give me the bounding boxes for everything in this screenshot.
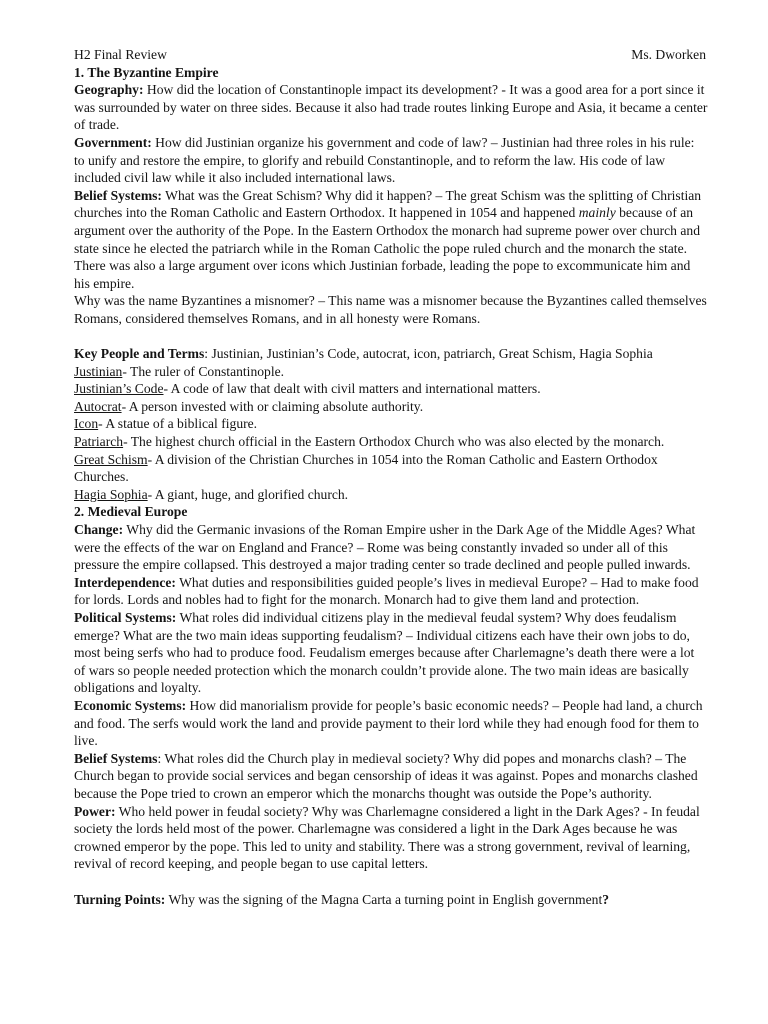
term-justinians-code: Justinian’s Code- A code of law that dealt with civil matters and international matters. bbox=[74, 381, 541, 397]
label-government: Government: bbox=[74, 134, 152, 150]
label-political-systems: Political Systems: bbox=[74, 610, 177, 625]
paragraph-belief-systems-medieval: Belief Systems: What roles did the Church play in medieval society? Why did popes and monarchs clash? – The Church began to provide social services and began censorship of ideas it was against. Popes and monarchs clashed because the Pope tried to crown an emperor which the monarchs thought was outside the Pope’s authority. bbox=[74, 750, 698, 801]
paragraph-turning-points: Turning Points: Why was the signing of the Magna Carta a turning point in English government? bbox=[74, 891, 610, 907]
paragraph-interdependence: Interdependence: What duties and responsibilities guided people’s lives in medieval Europe? – Had to make food for lords. Lords and nobles had to fight for the monarch. Monarch had to give them land and protection. bbox=[74, 574, 699, 608]
paragraph-key-terms: Key People and Terms: Justinian, Justinian’s Code, autocrat, icon, patriarch, Great Schism, Hagia Sophia bbox=[74, 346, 653, 362]
label-change: Change: bbox=[74, 522, 124, 538]
term-hagia-sophia: Hagia Sophia- A giant, huge, and glorified church. bbox=[74, 486, 349, 502]
document-header bbox=[74, 46, 708, 64]
term-great-schism: Great Schism- A division of the Christian Churches in 1054 into the Roman Catholic and Eastern Orthodox Churches. bbox=[74, 451, 658, 485]
term-icon: Icon- A statue of a biblical figure. bbox=[74, 416, 258, 432]
paragraph-government: Government: How did Justinian organize his government and code of law? – Justinian had three roles in his rule: to unify and restore the empire, to glorify and rebuild Constantinople, and to reform the law. His code of law included civil law while it also included international laws. bbox=[74, 134, 695, 186]
label-power: Power: bbox=[74, 803, 116, 819]
paragraph-change: Change: Why did the Germanic invasions of the Roman Empire usher in the Dark Age of the Middle Ages? What were the effects of the war on England and France? – Rome was being constantly invaded so under all of this pressure the empire collapsed. This destroyed a major trading center so trade declined and people pulled inwards. bbox=[74, 522, 696, 573]
label-belief-systems-medieval: Belief Systems bbox=[74, 750, 158, 766]
paragraph-belief-systems: Belief Systems: What was the Great Schism? Why did it happen? – The great Schism was the splitting of Christian churches into the Roman Catholic and Eastern Orthodox. It happened in 1054 and happened mainly because of an argument over the authority of the Pope. In the Eastern Orthodox the monarch had supreme power over church and state since he elected the patriarch while in the Roman Catholic the pope ruled church and the monarch the state. There was also a large argument over icons which Justinian forbade, leading the pope to excommunicate him and his empire. bbox=[74, 187, 702, 291]
paragraph-economic-systems: Economic Systems: How did manorialism provide for people’s basic economic needs? – People had land, a church and food. The serfs would work the land and provide payment to their lord while they had enough food for them to live. bbox=[74, 697, 703, 749]
term-justinian: Justinian- The ruler of Constantinople. bbox=[74, 363, 285, 379]
header-course-title: H2 Final Review bbox=[74, 47, 167, 62]
paragraph-political-systems: Political Systems: What roles did individual citizens play in the medieval feudal system? Why does feudalism emerge? What are the two main ideas supporting feudalism? – Individual citizens each have their own jobs to do, most being serfs who had to produce food. Feudalism emerges because after Charlemagne’s death there were a lot of wars so people needed protection which the monarch couldn’t provide alone. The two main ideas are basically obligations and loyalty. bbox=[74, 610, 695, 696]
paragraph-geography: Geography: How did the location of Constantinople impact its development? - It was a good area for a port since it was surrounded by water on three sides. Because it also had trade routes linking Europe and Asia, it became a center of trade. bbox=[74, 82, 708, 133]
header-teacher-name: Ms. Dworken bbox=[631, 47, 706, 62]
label-economic-systems: Economic Systems: bbox=[74, 697, 187, 713]
term-patriarch: Patriarch- The highest church official in the Eastern Orthodox Church who was also elected by the monarch. bbox=[74, 434, 665, 450]
label-interdependence: Interdependence: bbox=[74, 574, 176, 590]
term-autocrat: Autocrat- A person invested with or claiming absolute authority. bbox=[74, 398, 424, 414]
label-belief-systems: Belief Systems: bbox=[74, 187, 162, 203]
section-heading-byzantine: 1. The Byzantine Empire bbox=[74, 64, 219, 80]
section-heading-medieval-europe: 2. Medieval Europe bbox=[74, 504, 188, 520]
paragraph-misnomer: Why was the name Byzantines a misnomer? – This name was a misnomer because the Byzantines called themselves Romans, considered themselves Romans, and in all honesty were Romans. bbox=[74, 293, 707, 326]
blank-line bbox=[74, 873, 708, 891]
label-key-terms: Key People and Terms bbox=[74, 346, 205, 362]
label-turning-points: Turning Points: bbox=[74, 891, 166, 907]
label-geography: Geography: bbox=[74, 82, 144, 98]
paragraph-power: Power: Who held power in feudal society? Why was Charlemagne considered a light in the Dark Ages? - In feudal society the lords held most of the power. Charlemagne was considered a light in the Dark Ages because he was crowned emperor by the pope. This led to unity and stability. There was a strong government, revival of learning, revival of record keeping, and people began to use capital letters. bbox=[74, 803, 700, 872]
blank-line bbox=[74, 328, 708, 346]
